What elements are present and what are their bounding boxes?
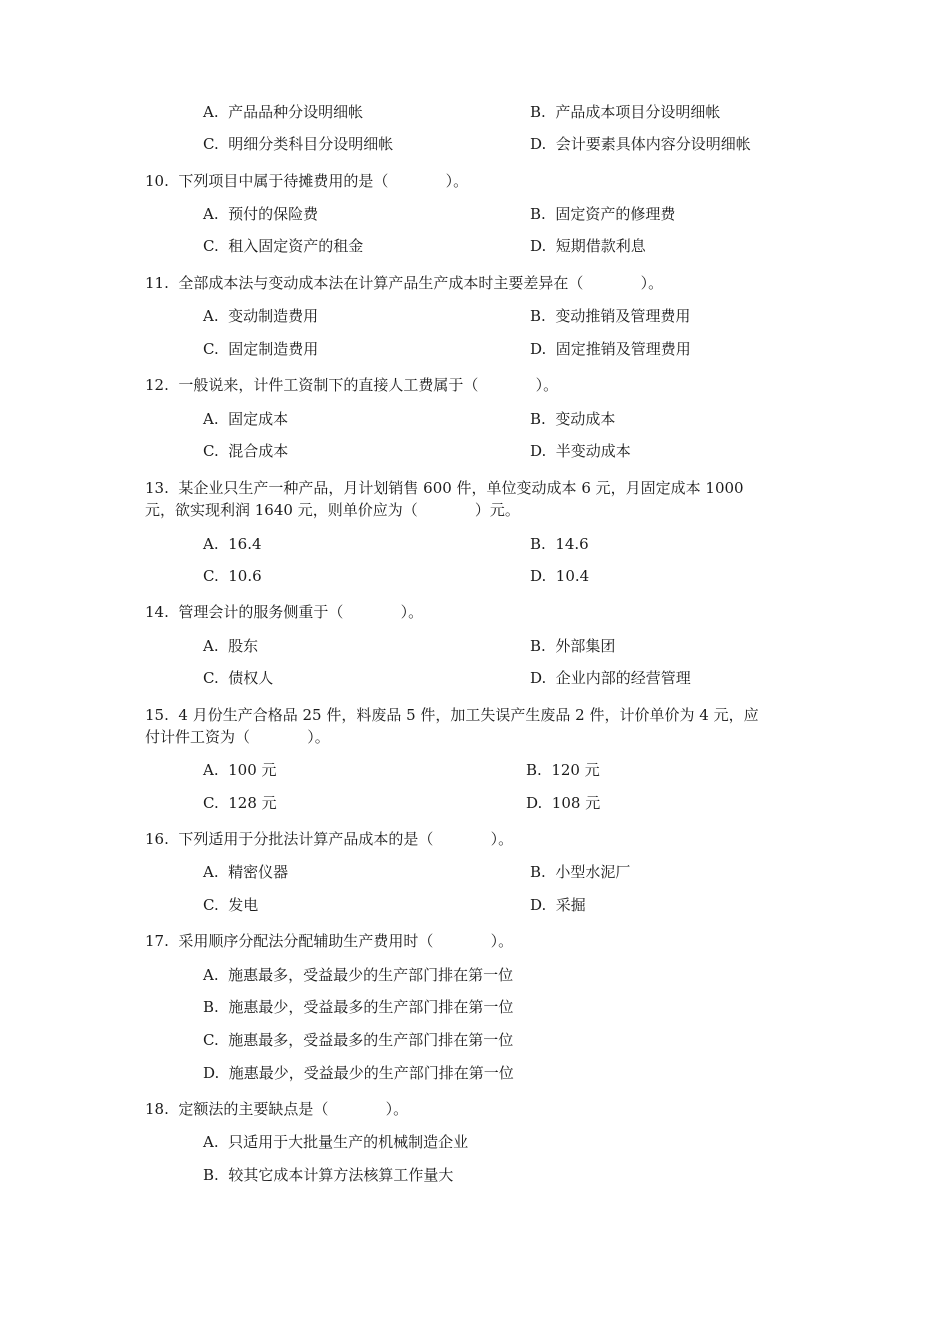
q18-option-a: A. 只适用于大批量生产的机械制造企业 xyxy=(203,1133,469,1151)
q11-option-c: C. 固定制造费用 xyxy=(203,340,319,358)
q15-stem-line-2: 付计件工资为（ ）。 xyxy=(145,728,330,746)
q15-stem-line-1: 15. 4 月份生产合格品 25 件，料废品 5 件，加工失误产生废品 2 件，计价单价为 4 元，应 xyxy=(145,706,759,724)
q16-option-d: D. 采掘 xyxy=(530,896,586,914)
q11-option-a: A. 变动制造费用 xyxy=(203,307,319,325)
q12-option-b: B. 变动成本 xyxy=(530,410,616,428)
q13-option-b: B. 14.6 xyxy=(530,535,589,553)
q10-option-c: C. 租入固定资产的租金 xyxy=(203,237,364,255)
q10-option-b: B. 固定资产的修理费 xyxy=(530,205,676,223)
q11-option-d: D. 固定推销及管理费用 xyxy=(530,340,691,358)
q13-option-a: A. 16.4 xyxy=(203,535,262,553)
q10-stem: 10. 下列项目中属于待摊费用的是（ ）。 xyxy=(145,172,469,190)
q9-option-a: A. 产品品种分设明细帐 xyxy=(203,103,364,121)
q17-stem: 17. 采用顺序分配法分配辅助生产费用时（ ）。 xyxy=(145,932,514,950)
q15-option-c: C. 128 元 xyxy=(203,794,277,812)
q9-option-b: B. 产品成本项目分设明细帐 xyxy=(530,103,721,121)
q14-stem: 14. 管理会计的服务侧重于（ ）。 xyxy=(145,603,424,621)
q16-option-b: B. 小型水泥厂 xyxy=(530,863,631,881)
q15-option-b: B. 120 元 xyxy=(526,761,600,779)
q16-option-a: A. 精密仪器 xyxy=(203,863,289,881)
q15-option-a: A. 100 元 xyxy=(203,761,277,779)
q10-option-a: A. 预付的保险费 xyxy=(203,205,319,223)
q13-option-d: D. 10.4 xyxy=(530,567,590,585)
q18-stem: 18. 定额法的主要缺点是（ ）。 xyxy=(145,1100,409,1118)
q14-option-c: C. 债权人 xyxy=(203,669,274,687)
q9-option-c: C. 明细分类科目分设明细帐 xyxy=(203,135,394,153)
q17-option-d: D. 施惠最少，受益最少的生产部门排在第一位 xyxy=(203,1064,514,1082)
q9-option-d: D. 会计要素具体内容分设明细帐 xyxy=(530,135,751,153)
q12-option-a: A. 固定成本 xyxy=(203,410,289,428)
q13-option-c: C. 10.6 xyxy=(203,567,262,585)
q17-option-c: C. 施惠最多，受益最多的生产部门排在第一位 xyxy=(203,1031,514,1049)
q14-option-d: D. 企业内部的经营管理 xyxy=(530,669,691,687)
q11-option-b: B. 变动推销及管理费用 xyxy=(530,307,691,325)
q18-option-b: B. 较其它成本计算方法核算工作量大 xyxy=(203,1166,454,1184)
q13-stem-line-2: 元，欲实现利润 1640 元，则单价应为（ ）元。 xyxy=(145,501,520,519)
q15-option-d: D. 108 元 xyxy=(526,794,601,812)
q17-option-a: A. 施惠最多，受益最少的生产部门排在第一位 xyxy=(203,966,514,984)
q13-stem-line-1: 13. 某企业只生产一种产品，月计划销售 600 件，单位变动成本 6 元，月固定成本 1000 xyxy=(145,479,744,497)
q14-option-b: B. 外部集团 xyxy=(530,637,616,655)
q10-option-d: D. 短期借款利息 xyxy=(530,237,646,255)
q17-option-b: B. 施惠最少，受益最多的生产部门排在第一位 xyxy=(203,998,514,1016)
q16-option-c: C. 发电 xyxy=(203,896,259,914)
q14-option-a: A. 股东 xyxy=(203,637,259,655)
q12-option-d: D. 半变动成本 xyxy=(530,442,631,460)
q12-stem: 12. 一般说来，计件工资制下的直接人工费属于（ ）。 xyxy=(145,376,559,394)
q16-stem: 16. 下列适用于分批法计算产品成本的是（ ）。 xyxy=(145,830,514,848)
q11-stem: 11. 全部成本法与变动成本法在计算产品生产成本时主要差异在（ ）。 xyxy=(145,274,664,292)
q12-option-c: C. 混合成本 xyxy=(203,442,289,460)
